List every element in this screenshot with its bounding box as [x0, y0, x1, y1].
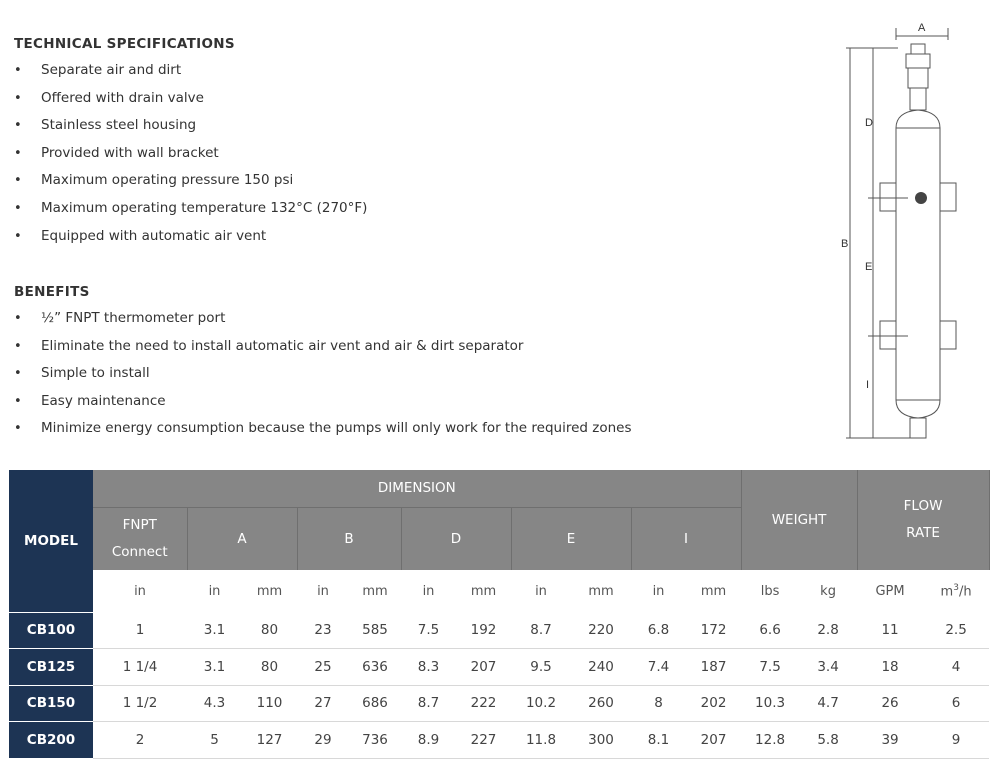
table-cell: 12.8 [741, 722, 799, 759]
table-cell: 9 [923, 722, 989, 759]
vent-body [910, 88, 926, 110]
table-cell: 3.1 [187, 612, 242, 649]
table-cell: 6 [923, 685, 989, 722]
unit-cell: $m^3/h$ [940, 582, 972, 600]
bullet-icon: • [14, 63, 22, 78]
table-cell: 39 [857, 722, 923, 759]
unit-cell: in [134, 583, 146, 599]
table-cell: 240 [571, 649, 631, 686]
unit-cell: lbs [760, 583, 780, 599]
list-item: • Minimize energy consumption because the pumps will only work for the required zones [14, 415, 631, 443]
list-item: • Provided with wall bracket [14, 140, 367, 168]
table-cell: 10.2 [511, 685, 571, 722]
specs-list [14, 57, 367, 250]
table-body [9, 612, 989, 758]
bullet-icon: • [14, 200, 22, 216]
unit-cell: mm [470, 583, 497, 599]
bullet-icon: • [14, 338, 22, 354]
unit-cell: in [422, 583, 435, 599]
bullet-icon: • [14, 311, 22, 326]
table-cell: 686 [349, 685, 401, 722]
bullet-icon: • [14, 393, 22, 409]
table-cell: 1 [93, 612, 187, 649]
table-cell: 25 [297, 649, 349, 686]
table-cell: 8 [631, 685, 686, 722]
table-cell: 127 [242, 722, 297, 759]
flow-rate-header: FLOW RATE [857, 470, 989, 570]
table-cell: 4.3 [187, 685, 242, 722]
list-item: • Stainless steel housing [14, 112, 367, 140]
spec-table [9, 470, 990, 759]
specs-title: TECHNICAL SPECIFICATIONS [14, 36, 235, 52]
port-right-upper [940, 183, 956, 211]
list-item: • Equipped with automatic air vent [14, 223, 367, 251]
unit-row [9, 570, 989, 612]
unit-cell: mm [588, 583, 614, 599]
col-a-header: A [187, 507, 297, 570]
list-item: • Simple to install [14, 360, 631, 388]
model-cell: CB100 [9, 612, 93, 649]
table-cell: 8.9 [401, 722, 456, 759]
table-cell: 6.8 [631, 612, 686, 649]
table-cell: 8.3 [401, 649, 456, 686]
table-cell: 18 [857, 649, 923, 686]
port-right-lower [940, 321, 956, 349]
table-cell: 8.7 [511, 612, 571, 649]
table-cell: 6.6 [741, 612, 799, 649]
table-row [9, 685, 989, 722]
bullet-icon: • [14, 421, 22, 437]
table-cell: 110 [242, 685, 297, 722]
fnpt-header: FNPT Connect [93, 507, 187, 570]
list-item: • Easy maintenance [14, 388, 631, 416]
unit-cell: in [652, 583, 665, 599]
table-cell: 7.5 [741, 649, 799, 686]
unit-cell: in [317, 583, 329, 599]
unit-cell: mm [362, 583, 388, 599]
label-b: B [841, 238, 849, 250]
bullet-icon: • [14, 228, 22, 244]
list-item: • Offered with drain valve [14, 85, 367, 113]
unit-cell: in [208, 583, 221, 599]
col-e-header: E [511, 507, 631, 570]
vessel-body [896, 110, 940, 418]
table-cell: 80 [242, 612, 297, 649]
table-cell: 3.1 [187, 649, 242, 686]
table-cell: 207 [456, 649, 511, 686]
bullet-icon: • [14, 366, 22, 382]
separator-diagram [838, 20, 988, 445]
table-cell: 172 [686, 612, 741, 649]
table-cell: 5.8 [799, 722, 857, 759]
unit-cell: mm [256, 583, 283, 599]
table-cell: 192 [456, 612, 511, 649]
table-cell: 5 [187, 722, 242, 759]
port-left-upper [880, 183, 896, 211]
table-cell: 207 [686, 722, 741, 759]
list-item: • Maximum operating pressure 150 psi [14, 167, 367, 195]
col-i-header: I [631, 507, 741, 570]
vent-body [908, 68, 928, 88]
table-cell: 585 [349, 612, 401, 649]
table-cell: 1 1/4 [93, 649, 187, 686]
table-cell: 202 [686, 685, 741, 722]
vent-cap [911, 44, 925, 54]
label-i: I [866, 379, 870, 391]
unit-cell: kg [820, 583, 836, 599]
table-cell: 26 [857, 685, 923, 722]
table-cell: 187 [686, 649, 741, 686]
table-cell: 10.3 [741, 685, 799, 722]
dimension-header: DIMENSION [93, 470, 741, 507]
label-e: E [865, 261, 873, 273]
table-cell: 227 [456, 722, 511, 759]
table-cell: 4.7 [799, 685, 857, 722]
table-row [9, 722, 989, 759]
bullet-icon: • [14, 145, 22, 161]
table-cell: 7.5 [401, 612, 456, 649]
unit-cell: in [535, 583, 547, 599]
table-cell: 7.4 [631, 649, 686, 686]
list-item: • Maximum operating temperature 132°C (270°F) [14, 195, 367, 223]
unit-cell: GPM [875, 583, 905, 599]
weight-header: WEIGHT [741, 470, 857, 570]
benefits-list [14, 305, 631, 443]
table-cell: 11.8 [511, 722, 571, 759]
table-cell: 260 [571, 685, 631, 722]
model-header: MODEL [9, 470, 93, 612]
table-cell: 220 [571, 612, 631, 649]
table-cell: 9.5 [511, 649, 571, 686]
vent-body [906, 54, 930, 68]
table-row [9, 649, 989, 686]
table-cell: 29 [297, 722, 349, 759]
table-cell: 636 [349, 649, 401, 686]
table-cell: 222 [456, 685, 511, 722]
list-item: • ½” FNPT thermometer port [14, 305, 631, 333]
table-cell: 1 1/2 [93, 685, 187, 722]
table-row [9, 612, 989, 649]
table-cell: 3.4 [799, 649, 857, 686]
list-item: • Separate air and dirt [14, 57, 367, 85]
table-cell: 736 [349, 722, 401, 759]
col-b-header: B [297, 507, 401, 570]
bullet-icon: • [14, 118, 22, 134]
table-cell: 8.7 [401, 685, 456, 722]
label-d: D [865, 117, 873, 129]
list-item: • Eliminate the need to install automatic air vent and air & dirt separator [14, 333, 631, 361]
table-cell: 2.8 [799, 612, 857, 649]
model-cell: CB200 [9, 722, 93, 759]
port-left-lower [880, 321, 896, 349]
bullet-icon: • [14, 173, 22, 189]
label-a: A [918, 22, 926, 34]
table-cell: 4 [923, 649, 989, 686]
table-cell: 23 [297, 612, 349, 649]
model-cell: CB150 [9, 685, 93, 722]
table-cell: 11 [857, 612, 923, 649]
table-cell: 8.1 [631, 722, 686, 759]
benefits-title: BENEFITS [14, 284, 90, 300]
table-cell: 2 [93, 722, 187, 759]
model-cell: CB125 [9, 649, 93, 686]
thermometer-port-icon [915, 192, 927, 204]
col-d-header: D [401, 507, 511, 570]
unit-cell: mm [700, 583, 727, 599]
table-cell: 300 [571, 722, 631, 759]
table-cell: 80 [242, 649, 297, 686]
table-cell: 2.5 [923, 612, 989, 649]
drain-valve [910, 418, 926, 438]
bullet-icon: • [14, 90, 22, 106]
table-cell: 27 [297, 685, 349, 722]
